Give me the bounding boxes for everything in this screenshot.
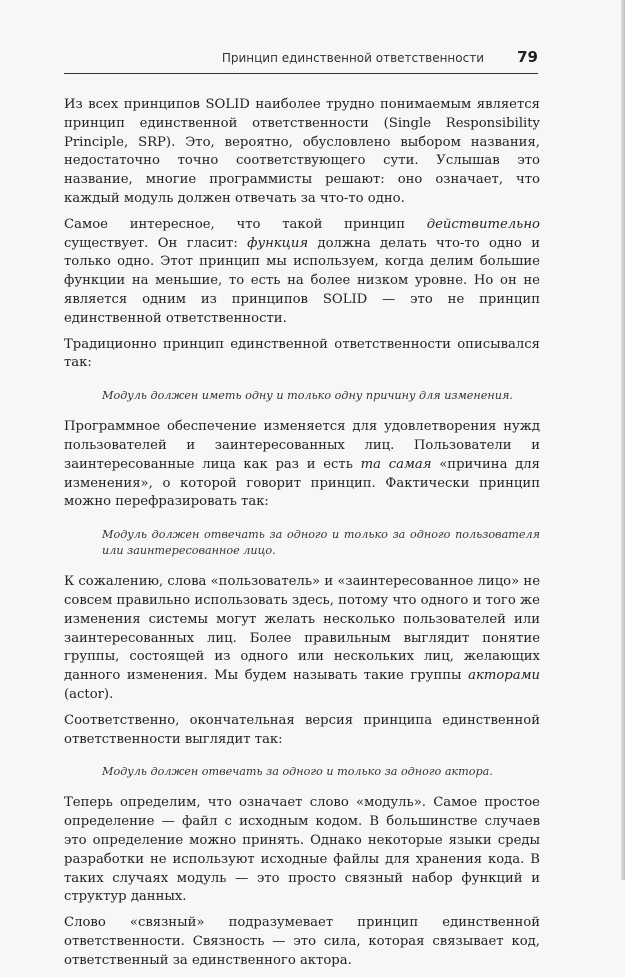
paragraph-2-text-a: Самое интересное, что такой принцип bbox=[64, 216, 427, 232]
paragraph-1: Из всех принципов SOLID наиболее трудно понимаемым является принцип единственной ответственности (Single Responsibility Principle, SRP). Это, вероятно, обусловлено выбором названия, недостаточно точно соответствующего сути. Услышав это название, многие программисты решают: оно означает, что каждый модуль должен отвечать за что-то одно. bbox=[64, 97, 540, 206]
running-header bbox=[64, 43, 538, 74]
principle-quote-2: Модуль должен отвечать за одного и только за одного пользователя или заинтересованное лицо. bbox=[102, 528, 540, 558]
page-body bbox=[64, 96, 540, 977]
page-number: 79 bbox=[517, 48, 538, 66]
emphasis-deystvitelno: действительно bbox=[426, 216, 540, 232]
emphasis-funktsiya: функция bbox=[247, 235, 309, 251]
paragraph-4-text-a: Программное обеспечение изменяется для удовлетворения нужд пользователей и заинтересованных лиц. Пользователи и заинтересованные лица как раз и есть bbox=[64, 419, 540, 472]
running-title: Принцип единственной ответственности bbox=[221, 51, 484, 65]
paragraph-2-text-b: существует. Он гласит: bbox=[64, 235, 248, 251]
paragraph-2-text-c: должна делать что-то одно и только одно. Этот принцип мы используем, когда делим большие функции на меньшие, то есть на более низком уровне. Но он не является одним из принципов SOLID — это не принцип единственной ответственности. bbox=[64, 235, 540, 326]
paragraph-5 bbox=[64, 573, 540, 705]
principle-quote-3: Модуль должен отвечать за одного и только за одного актора. bbox=[102, 765, 493, 779]
paragraph-3: Традиционно принцип единственной ответственности описывался так: bbox=[64, 336, 540, 371]
paragraph-4-text-b: «причина для изменения», о которой говорит принцип. Фактически принцип можно перефразировать так: bbox=[64, 456, 540, 510]
paragraph-5-text-a: К сожалению, слова «пользователь» и «заинтересованное лицо» не совсем правильно использовать здесь, потому что одного и того же изменения системы могут желать несколько пользователей или заинтересованных лиц. Более правильным выглядит понятие группы, состоящей из одного или нескольких лиц, желающих данного изменения. Мы будем называть такие группы bbox=[64, 574, 540, 684]
principle-quote-1: Модуль должен иметь одну и только одну причину для изменения. bbox=[102, 389, 513, 403]
emphasis-ta-samaya: та самая bbox=[360, 456, 432, 472]
paragraph-8: Слово «связный» подразумевает принцип единственной ответственности. Связность — это сила, которая связывает код, ответственный за единственного актора. bbox=[64, 915, 540, 968]
paragraph-5-text-b: (actor). bbox=[64, 686, 114, 702]
paragraph-4 bbox=[64, 418, 540, 512]
emphasis-aktorami: акторами bbox=[468, 668, 540, 684]
paragraph-2 bbox=[64, 216, 540, 329]
paragraph-6: Соответственно, окончательная версия принципа единственной ответственности выглядит так: bbox=[64, 712, 540, 747]
paragraph-7: Теперь определим, что означает слово «модуль». Самое простое определение — файл с исходным кодом. В большинстве случаев это определение можно принять. Однако некоторые языки среды разработки не используют исходные файлы для хранения кода. В таких случаях модуль — это просто связный набор функций и структур данных. bbox=[64, 795, 540, 905]
page-edge bbox=[621, 0, 625, 880]
